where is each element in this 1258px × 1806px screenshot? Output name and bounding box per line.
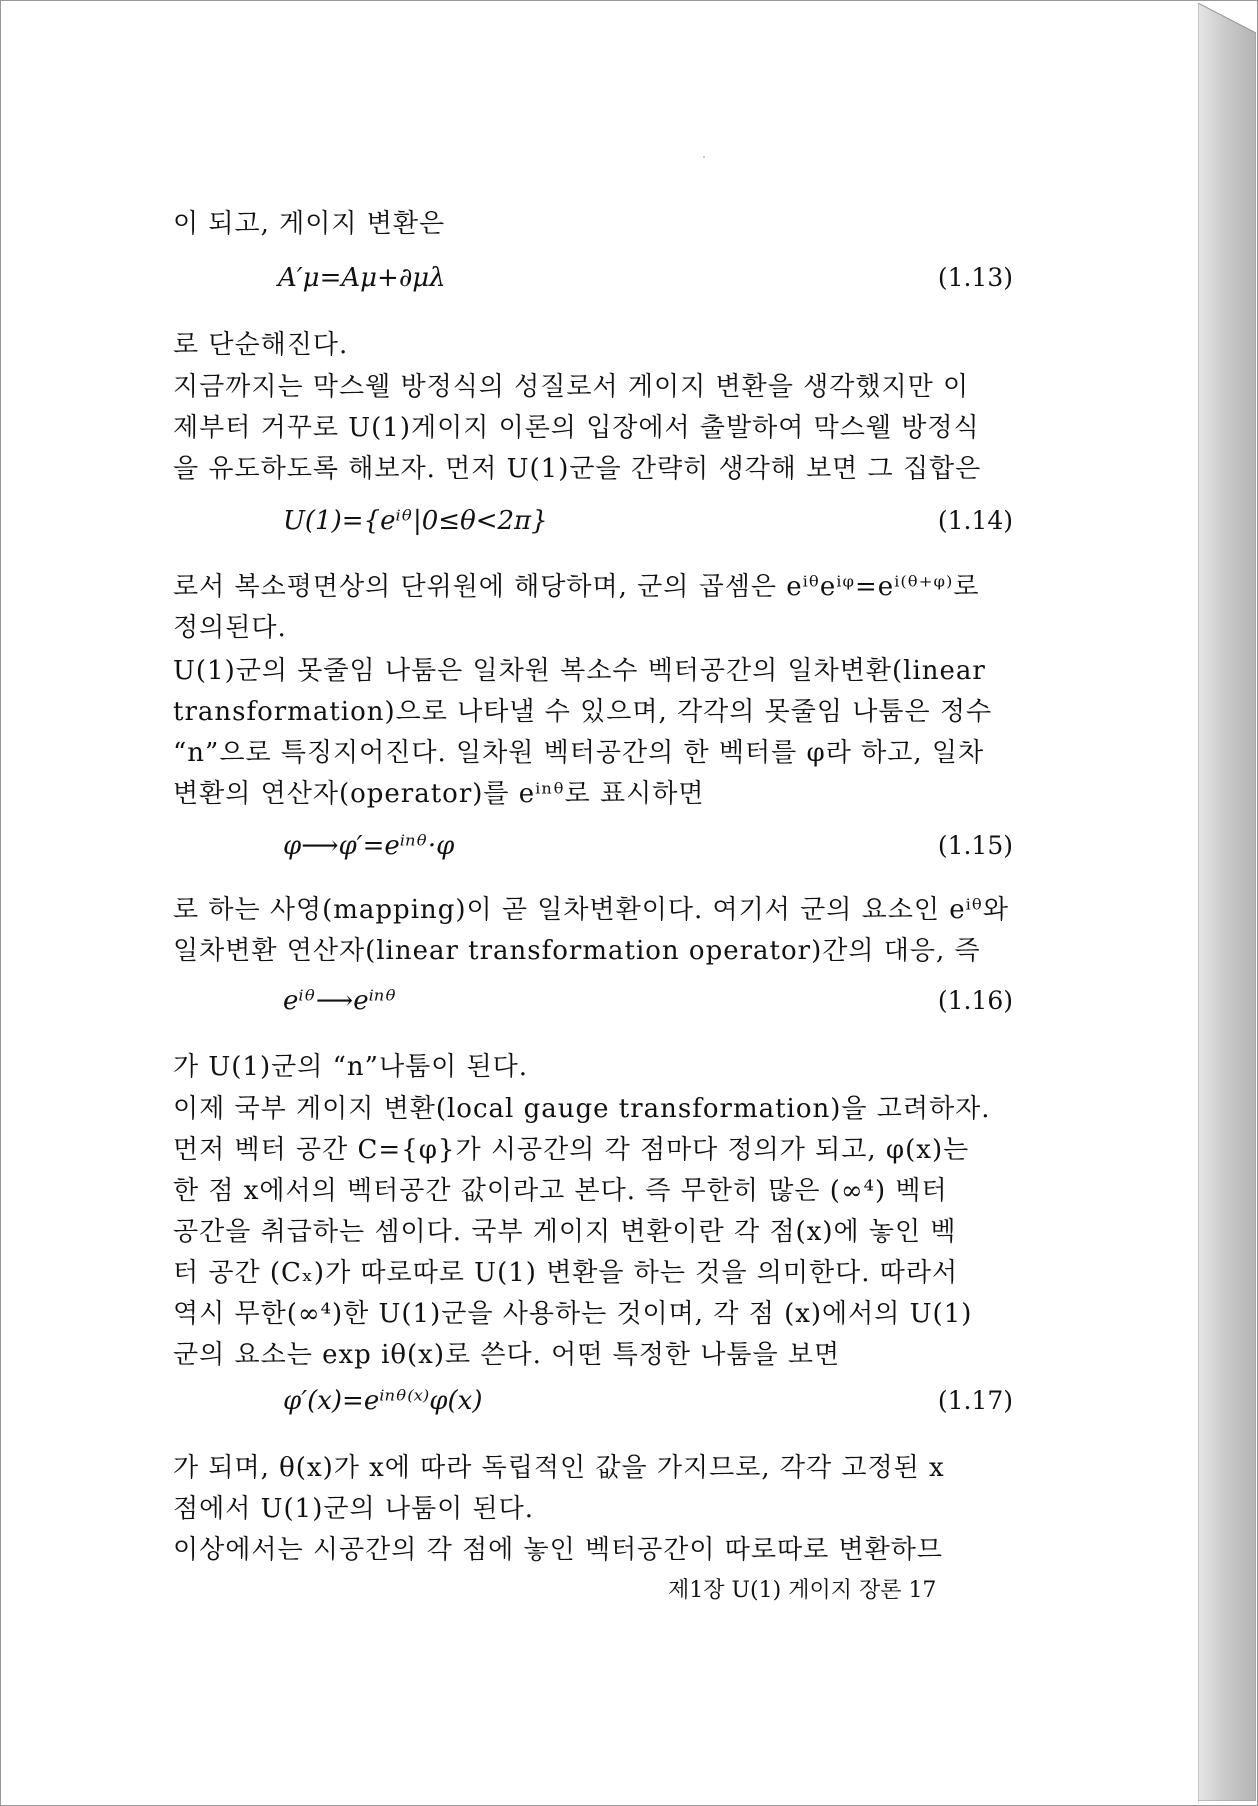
equation-number: (1.17): [937, 1386, 1013, 1415]
equation-number: (1.14): [937, 506, 1013, 535]
equation-1-13: A′μ=Aμ+∂μλ: [278, 263, 446, 293]
equation-1-14: U(1)={eⁱᶿ|0≤θ<2π}: [283, 506, 548, 536]
text-line: 로서 복소평면상의 단위원에 해당하며, 군의 곱셈은 eⁱᶿeⁱᵠ=eⁱ⁽ᶿ⁺ᵠ⁾로: [173, 572, 980, 602]
text-line: 일차변환 연산자(linear transformation operator)간의 대응, 즉: [173, 936, 981, 966]
equation-number: (1.13): [937, 263, 1013, 292]
text-line: 로 단순해진다.: [173, 330, 349, 360]
text-line: 역시 무한(∞⁴)한 U(1)군을 사용하는 것이며, 각 점 (x)에서의 U(1): [173, 1299, 973, 1329]
equation-number: (1.15): [937, 831, 1013, 860]
text-line: 먼저 벡터 공간 C={φ}가 시공간의 각 점마다 정의가 되고, φ(x)는: [173, 1135, 970, 1165]
text-line: 가 U(1)군의 “n”나툼이 된다.: [173, 1052, 529, 1082]
text-line: 이 되고, 게이지 변환은: [173, 209, 446, 239]
text-line: U(1)군의 못줄임 나툼은 일차원 복소수 벡터공간의 일차변환(linear: [173, 656, 986, 686]
text-line: 이상에서는 시공간의 각 점에 놓인 벡터공간이 따로따로 변환하므: [173, 1535, 943, 1565]
equation-number: (1.16): [937, 986, 1013, 1015]
equation-1-16: eⁱᶿ⟶eⁱⁿᶿ: [283, 986, 397, 1016]
text-line: 군의 요소는 exp iθ(x)로 쓴다. 어떤 특정한 나툼을 보면: [173, 1340, 841, 1370]
book-edge-shading: [1198, 3, 1256, 1801]
book-page: [3, 3, 1199, 1803]
text-line: 정의된다.: [173, 613, 287, 643]
scan-speck: [703, 156, 705, 158]
text-line: 지금까지는 막스웰 방정식의 성질로서 게이지 변환을 생각했지만 이: [173, 372, 970, 402]
text-line: “n”으로 특징지어진다. 일차원 벡터공간의 한 벡터를 φ라 하고, 일차: [173, 738, 985, 768]
text-line: 가 되며, θ(x)가 x에 따라 독립적인 값을 가지므로, 각각 고정된 x: [173, 1453, 945, 1483]
text-line: 이제 국부 게이지 변환(local gauge transformation)을 고려하자.: [173, 1094, 991, 1124]
equation-1-15: φ⟶φ′=eⁱⁿᶿ·φ: [283, 831, 455, 861]
text-line: 을 유도하도록 해보자. 먼저 U(1)군을 간략히 생각해 보면 그 집합은: [173, 454, 982, 484]
text-line: 공간을 취급하는 셈이다. 국부 게이지 변환이란 각 점(x)에 놓인 벡: [173, 1217, 957, 1247]
text-line: 제부터 거꾸로 U(1)게이지 이론의 입장에서 출발하여 막스웰 방정식: [173, 413, 980, 443]
text-line: 변환의 연산자(operator)를 eⁱⁿᶿ로 표시하면: [173, 779, 705, 809]
page-footer: 제1장 U(1) 게이지 장론 17: [668, 1578, 937, 1603]
text-line: transformation)으로 나타낼 수 있으며, 각각의 못줄임 나툼은 정수: [173, 697, 993, 727]
text-line: 한 점 x에서의 벡터공간 값이라고 본다. 즉 무한히 많은 (∞⁴) 벡터: [173, 1176, 948, 1206]
text-line: 점에서 U(1)군의 나툼이 된다.: [173, 1494, 534, 1524]
equation-1-17: φ′(x)=eⁱⁿᶿ⁽ˣ⁾φ(x): [283, 1386, 483, 1416]
text-line: 로 하는 사영(mapping)이 곧 일차변환이다. 여기서 군의 요소인 eⁱᶿ와: [173, 895, 1010, 925]
text-line: 터 공간 (Cₓ)가 따로따로 U(1) 변환을 하는 것을 의미한다. 따라서: [173, 1258, 959, 1288]
